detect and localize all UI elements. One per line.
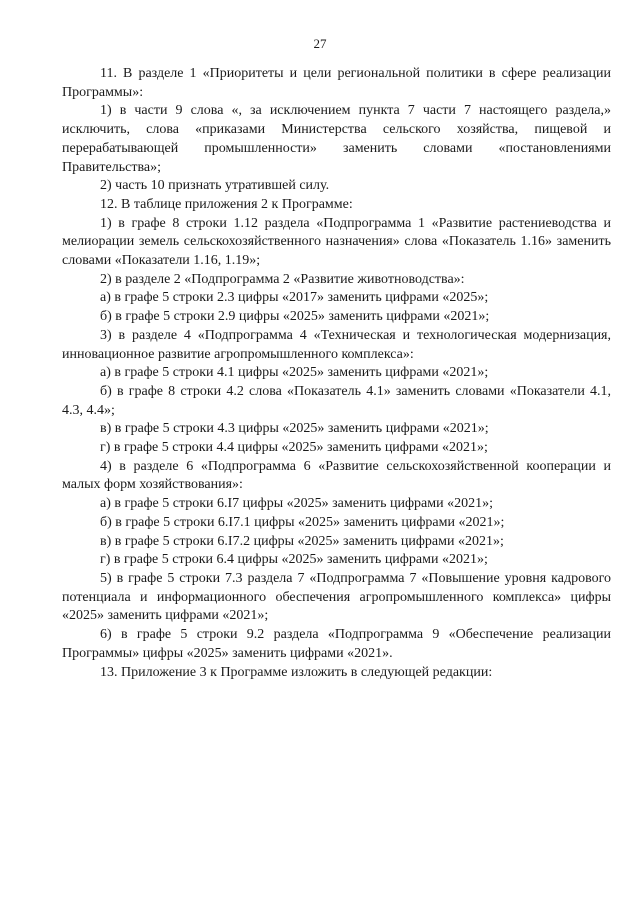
paragraph-12-item-4b: б) в графе 5 строки 6.I7.1 цифры «2025» заменить цифрами «2021»; [100, 514, 505, 530]
paragraph-12-item-2a: а) в графе 5 строки 2.3 цифры «2017» заменить цифрами «2025»; [100, 290, 489, 306]
paragraph-12-item-3c: в) в графе 5 строки 4.3 цифры «2025» заменить цифрами «2021»; [100, 421, 489, 437]
paragraph-12-heading: 12. В таблице приложения 2 к Программе: [100, 196, 353, 212]
paragraph-12-item-5: 5) в графе 5 строки 7.3 раздела 7 «Подпрограмма 7 «Повышение уровня кадрового потенциала и информационного обеспечения агропромышленного комплекса» цифры «2025» заменить цифрами «2021»; [62, 570, 611, 624]
paragraph-12-item-6: 6) в графе 5 строки 9.2 раздела «Подпрограмма 9 «Обеспечение реализации Программы» цифры «2025» заменить цифрами «2021». [62, 627, 611, 661]
paragraph-12-item-4c: в) в графе 5 строки 6.I7.2 цифры «2025» заменить цифрами «2021»; [100, 533, 504, 549]
paragraph-11-heading: 11. В разделе 1 «Приоритеты и цели региональной политики в сфере реализации Программы»: [62, 66, 611, 100]
paragraph-12-item-3d: г) в графе 5 строки 4.4 цифры «2025» заменить цифрами «2021»; [100, 440, 488, 456]
paragraph-12-item-3: 3) в разделе 4 «Подпрограмма 4 «Техническая и технологическая модернизация, инновационное развитие агропромышленного комплекса»: [62, 327, 611, 362]
paragraph-12-item-2b: б) в графе 5 строки 2.9 цифры «2025» заменить цифрами «2021»; [100, 309, 490, 325]
paragraph-12-item-3a: а) в графе 5 строки 4.1 цифры «2025» заменить цифрами «2021»; [100, 365, 489, 381]
paragraph-12-item-1: 1) в графе 8 строки 1.12 раздела «Подпрограмма 1 «Развитие растениеводства и мелиорации земель сельскохозяйственного назначения» слова «Показатель 1.16» заменить словами «Показатели 1.16, 1.19»; [62, 215, 611, 269]
paragraph-13-heading: 13. Приложение 3 к Программе изложить в следующей редакции: [100, 664, 493, 680]
paragraph-12-item-2: 2) в разделе 2 «Подпрограмма 2 «Развитие животноводства»: [100, 271, 465, 287]
paragraph-12-item-4a: а) в графе 5 строки 6.I7 цифры «2025» заменить цифрами «2021»; [100, 496, 493, 512]
paragraph-12-item-4: 4) в разделе 6 «Подпрограмма 6 «Развитие сельскохозяйственной кооперации и малых форм хозяйствования»: [62, 458, 611, 493]
paragraph-11-item-1: 1) в части 9 слова «, за исключением пункта 7 части 7 настоящего раздела,» исключить, слова «приказами Министерства сельского хозяйства, пищевой и перерабатывающей промышленности» заменить словами «постановлениями Правительства»; [62, 103, 611, 175]
paragraph-11-item-2: 2) часть 10 признать утратившей силу. [100, 178, 330, 194]
paragraph-12-item-4d: г) в графе 5 строки 6.4 цифры «2025» заменить цифрами «2021»; [100, 552, 488, 568]
document-body [62, 65, 611, 682]
paragraph-12-item-3b: б) в графе 8 строки 4.2 слова «Показатель 4.1» заменить словами «Показатели 4.1, 4.3, 4.4»; [62, 383, 611, 418]
page-number: 27 [313, 36, 327, 51]
